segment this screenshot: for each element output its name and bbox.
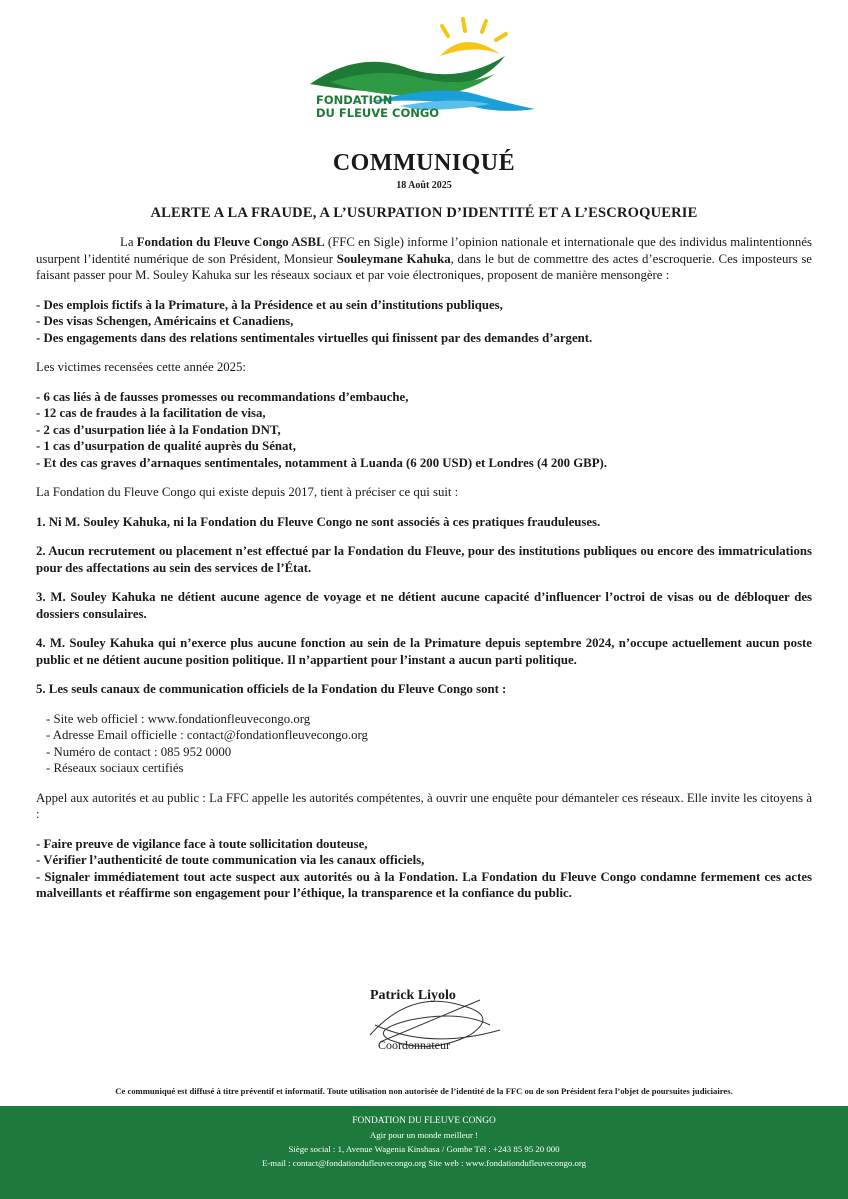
point-3: 3. M. Souley Kahuka ne détient aucune agence de voyage et ne détient aucune capacité d’influencer l’octroi de visas ou de débloquer des dossiers consulaires. <box>36 590 812 621</box>
logo-text <box>316 94 439 120</box>
victims-list <box>36 389 812 472</box>
point-4: 4. M. Souley Kahuka qui n’exerce plus aucune fonction au sein de la Primature depuis septembre 2024, n’occupe actuellement aucun poste public et ne détient aucune position politique. Il n’appartient pour l’instant a aucun parti politique. <box>36 636 812 667</box>
list-item: - 2 cas d’usurpation liée à la Fondation DNT, <box>36 422 281 437</box>
list-item: - Adresse Email officielle : contact@fondationfleuvecongo.org <box>46 728 368 742</box>
disclaimer: Ce communiqué est diffusé à titre préventif et informatif. Toute utilisation non autorisée de l’identité de la FFC ou de son Président fera l’objet de poursuites judiciaires. <box>115 1086 733 1096</box>
intro-text-3: , dans le but de commettre des actes d’escroquerie. Ces imposteurs se faisant passer pour M. Souley Kahuka sur les réseaux sociaux et par voie électroniques, proposent de manière mensongère : <box>36 251 812 282</box>
point-2: 2. Aucun recrutement ou placement n’est effectué par la Fondation du Fleuve, pour des institutions publiques ou encore des immatriculations pour des affectations au sein des services de l’État. <box>36 544 812 575</box>
list-item: - Numéro de contact : 085 952 0000 <box>46 744 232 759</box>
appeal-paragraph: Appel aux autorités et au public : La FFC appelle les autorités compétentes, à ouvrir une enquête pour démanteler ces réseaux. Elle invite les citoyens à : <box>36 790 812 821</box>
signature-role: Coordonnateur <box>378 1038 450 1052</box>
point-5: 5. Les seuls canaux de communication officiels de la Fondation du Fleuve Congo sont : <box>36 682 507 696</box>
footer-address: Siège social : 1, Avenue Wagenia Kinshasa / Gombe Tél : +243 85 95 20 000 <box>288 1144 560 1154</box>
list-item: - Des visas Schengen, Américains et Canadiens, <box>36 314 294 328</box>
channels-list <box>46 711 812 777</box>
document-body <box>36 234 812 915</box>
org-name: Fondation du Fleuve Congo ASBL <box>136 235 325 249</box>
footer <box>0 1106 848 1199</box>
logo-line2: DU FLEUVE CONGO <box>316 106 440 120</box>
actions-list <box>36 836 812 902</box>
intro-paragraph <box>36 234 812 284</box>
page-title: COMMUNIQUÉ <box>332 150 516 176</box>
logo <box>0 0 848 140</box>
point-1: 1. Ni M. Souley Kahuka, ni la Fondation du Fleuve Congo ne sont associés à ces pratiques frauduleuses. <box>36 514 601 529</box>
list-item: - Et des cas graves d’arnaques sentimentales, notamment à Luanda (6 200 USD) et Londres (4 200 GBP). <box>36 455 607 470</box>
footer-contact: E-mail : contact@fondationdufleuvecongo.org Site web : www.fondationdufleuvecongo.org <box>261 1158 587 1168</box>
communique-subtitle: ALERTE A LA FRAUDE, A L’USURPATION D’IDENTITÉ ET A L’ESCROQUERIE <box>150 205 698 221</box>
clarify-intro: La Fondation du Fleuve Congo qui existe depuis 2017, tient à préciser ce qui suit : <box>36 485 459 499</box>
list-item: - Des emplois fictifs à la Primature, à la Présidence et au sein d’institutions publiques, <box>36 297 503 312</box>
list-item: - Vérifier l’authenticité de toute communication via les canaux officiels, <box>36 853 425 867</box>
intro-text-1: La <box>120 235 137 249</box>
list-item: - 6 cas liés à de fausses promesses ou recommandations d’embauche, <box>36 389 409 404</box>
list-item: - 1 cas d’usurpation de qualité auprès du Sénat, <box>36 439 296 453</box>
intro-text-2: (FFC en Sigle) informe l’opinion nationale et internationale que des individus malintentionnés usurpent l’identité numérique de son Président, Monsieur <box>36 235 812 266</box>
list-item: - Réseaux sociaux certifiés <box>46 761 184 775</box>
footer-org: FONDATION DU FLEUVE CONGO <box>352 1116 496 1126</box>
footer-motto: Agir pour un monde meilleur ! <box>369 1130 479 1140</box>
list-item: - Signaler immédiatement tout acte suspect aux autorités ou à la Fondation. La Fondation du Fleuve Congo condamne fermement ces actes malveillants et réaffirme son engagement pour l’éthique, la transparence et la confiance du public. <box>36 869 812 900</box>
president-name: Souleymane Kahuka <box>336 251 451 266</box>
offers-list <box>36 297 812 347</box>
list-item: - Des engagements dans des relations sentimentales virtuelles qui finissent par des demandes d’argent. <box>36 330 593 345</box>
list-item: - Site web officiel : www.fondationfleuvecongo.org <box>46 711 311 726</box>
signature-name: Patrick Liyolo <box>370 988 456 1003</box>
list-item: - Faire preuve de vigilance face à toute sollicitation douteuse, <box>36 836 368 851</box>
list-item: - 12 cas de fraudes à la facilitation de visa, <box>36 406 266 420</box>
communique-date: 18 Août 2025 <box>396 180 452 191</box>
victims-intro: Les victimes recensées cette année 2025: <box>36 360 246 374</box>
logo-line1: FONDATION <box>316 93 393 107</box>
